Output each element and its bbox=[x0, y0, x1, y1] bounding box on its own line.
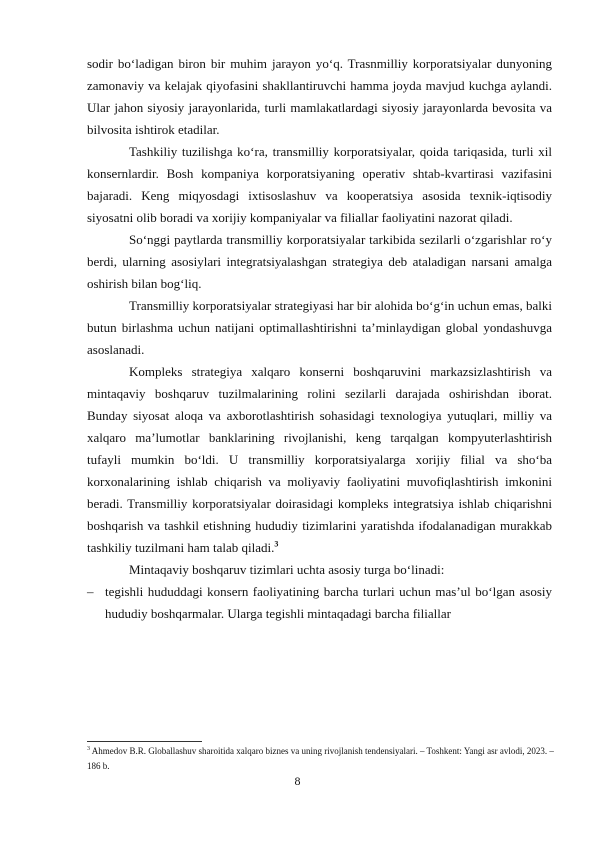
paragraph-6-text: Mintaqaviy boshqaruv tizimlari uchta asosiy turga bo‘linadi: bbox=[129, 562, 445, 577]
paragraph-2-text: Tashkiliy tuzilishga ko‘ra, transmilliy korporatsiyalar, qoida tariqasida, turli xil konsernlardir. Bosh kompaniya korporatsiyaning operativ shtab-kvartirasi vazifasini bajaradi. Keng miqyosdagi ixtisoslashuv va kooperatsiya asosida texnik-iqtisodiy siyosatni olib boradi va xorijiy kompaniyalar va filiallar faoliyatini nazorat qiladi. bbox=[87, 144, 552, 225]
body-text bbox=[87, 53, 552, 625]
footnote-number: 3 bbox=[87, 746, 90, 752]
paragraph-6 bbox=[87, 559, 552, 581]
footnote-reference[interactable]: 3 bbox=[274, 539, 279, 549]
paragraph-4 bbox=[87, 295, 552, 361]
paragraph-3-text: So‘nggi paytlarda transmilliy korporatsiyalar tarkibida sezilarli o‘zgarishlar ro‘y berdi, ularning asosiylari integratsiyalashgan strategiya deb ataladigan narsani amalga oshirish bilan bog‘liq. bbox=[87, 232, 552, 291]
paragraph-2 bbox=[87, 141, 552, 229]
page-number: 8 bbox=[294, 774, 301, 788]
paragraph-1-text: sodir bo‘ladigan biron bir muhim jarayon yo‘q. Trasnmilliy korporatsiyalar dunyoning zamonaviy va kelajak qiyofasini shakllantiruvchi hamma joyda mavjud kuchga aylandi. Ular jahon siyosiy jarayonlarida, turli mamlakatlardagi siyosiy jarayonlarda bevosita va bilvosita ishtirok etadilar. bbox=[87, 56, 552, 137]
dash-bullet: – bbox=[87, 584, 94, 599]
list-item-text: tegishli hududdagi konsern faoliyatining barcha turlari uchun mas’ul bo‘lgan asosiy hududiy boshqarmalar. Ularga tegishli mintaqadagi barcha filiallar bbox=[105, 584, 552, 621]
paragraph-4-text: Transmilliy korporatsiyalar strategiyasi har bir alohida bo‘g‘in uchun emas, balki butun birlashma uchun natijani optimallashtirishni ta’minlaydigan global yondashuvga asoslanadi. bbox=[87, 298, 552, 357]
paragraph-5 bbox=[87, 361, 552, 559]
list bbox=[87, 581, 552, 625]
footnote-separator bbox=[87, 741, 202, 742]
list-item bbox=[87, 581, 552, 625]
footnote-text: Ahmedov B.R. Globallashuv sharoitida xalqaro biznes va uning rivojlanish tendensiyalari. – Toshkent: Yangi asr avlodi, 2023. – 186 b. bbox=[87, 746, 554, 771]
paragraph-3 bbox=[87, 229, 552, 295]
paragraph-5-text: Kompleks strategiya xalqaro konserni boshqaruvini markazsizlashtirish va mintaqaviy boshqaruv tuzilmalarining rolini sezilarli darajada oshirishdan iborat. Bunday siyosat aloqa va axborotlashtirish sohasidagi texnologiya yutuqlari, milliy va xalqaro ma’lumotlar banklarining rivojlanishi, keng tarqalgan kompyuterlashtirish tufayli mumkin bo‘ldi. U transmilliy korporatsiyalarga xorijiy filial va sho‘ba korxonalarining ishlab chiqarish va moliyaviy faoliyatini muvofiqlashtirish imkonini beradi. Transmilliy korporatsiyalar doirasidagi kompleks integratsiya ishlab chiqarishni boshqarish va tashkil etishning hududiy tizimlarini yaratishda ifodalanadigan murakkab tashkiliy tuzilmani ham talab qiladi. bbox=[87, 364, 552, 555]
footnote bbox=[87, 744, 557, 774]
paragraph-1 bbox=[87, 53, 552, 141]
